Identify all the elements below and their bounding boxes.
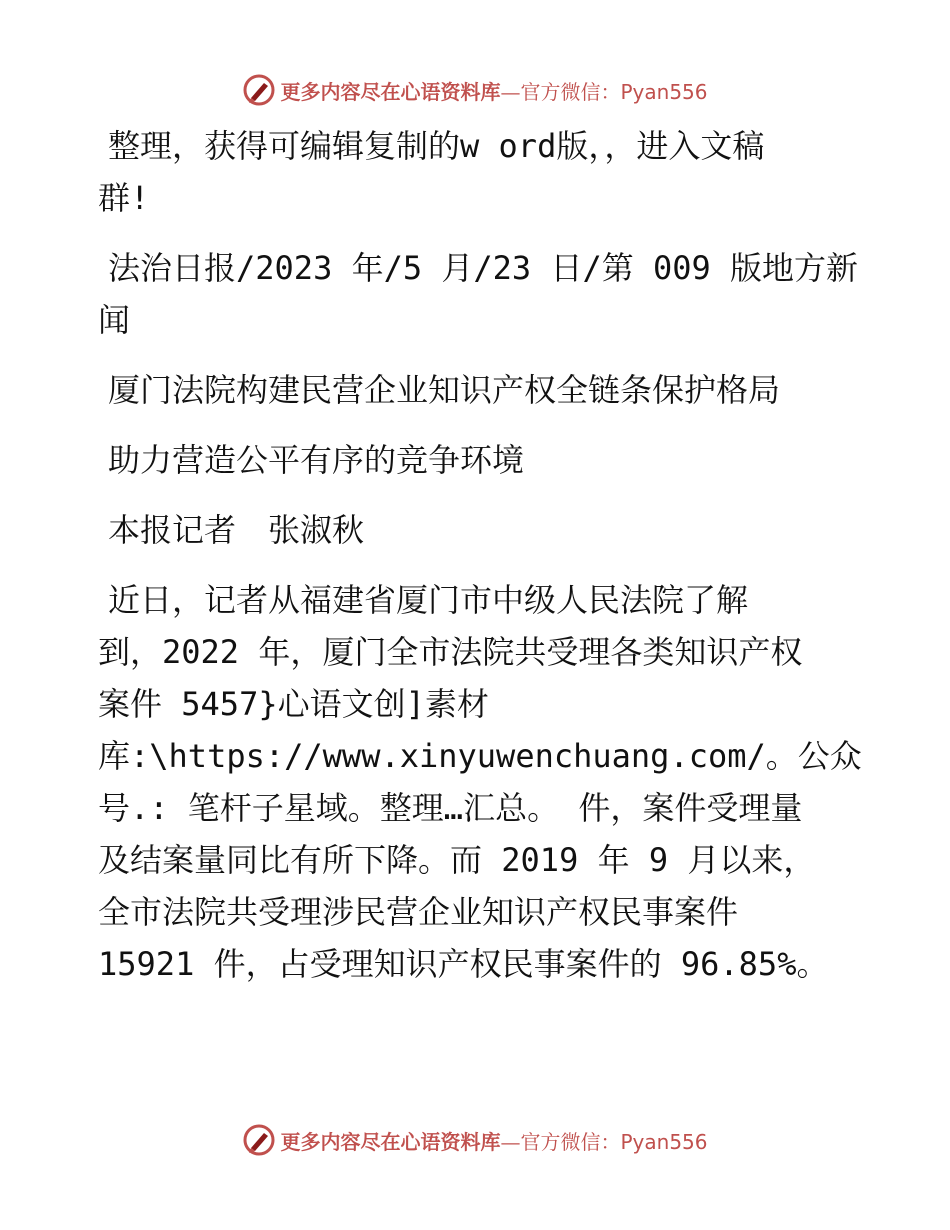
banner-wechat-id: Pyan556 — [620, 1129, 708, 1154]
text-line: 15921 件，占受理知识产权民事案件的 96.85%。 — [98, 945, 829, 983]
document-body — [98, 120, 862, 1008]
banner-wechat-label: 官方微信： — [520, 79, 621, 104]
text-line: 助力营造公平有序的竞争环境 — [108, 441, 525, 479]
paragraph-intro — [98, 120, 858, 224]
text-line: 全市法院共受理涉民营企业知识产权民事案件 — [98, 893, 739, 931]
banner-wechat-label: 官方微信： — [520, 1129, 621, 1154]
text-line: 近日，记者从福建省厦门市中级人民法院了解 — [108, 581, 749, 619]
text-line: 本报记者 张淑秋 — [108, 511, 365, 549]
text-line: 闻 — [98, 301, 131, 339]
text-line: 到，2022 年，厦门全市法院共受理各类知识产权 — [98, 633, 803, 671]
pen-logo-icon — [242, 1123, 276, 1157]
banner-wechat-id: Pyan556 — [620, 79, 708, 104]
banner-slogan: 更多内容尽在心语资料库 — [280, 1129, 501, 1154]
paragraph-body — [98, 574, 862, 990]
text-line: 法治日报/2023 年/5 月/23 日/第 009 版地方新 — [108, 249, 859, 287]
article-subtitle — [98, 434, 858, 486]
footer-watermark-banner — [0, 1120, 950, 1160]
text-line: 号.: 笔杆子星域。整理…汇总。 件，案件受理量 — [98, 789, 803, 827]
text-line: 案件 5457}心语文创]素材 — [98, 685, 489, 723]
header-watermark-banner — [0, 70, 950, 110]
text-line: 整理，获得可编辑复制的w ord版，，进入文稿 — [108, 127, 765, 165]
banner-dash: — — [500, 79, 521, 104]
banner-slogan: 更多内容尽在心语资料库 — [280, 79, 501, 104]
article-byline — [98, 504, 858, 556]
article-title — [98, 364, 858, 416]
text-line: 库:\https://www.xinyuwenchuang.com/。公众 — [98, 737, 862, 775]
pen-logo-icon — [242, 73, 276, 107]
paragraph-source — [98, 242, 858, 346]
text-line: 厦门法院构建民营企业知识产权全链条保护格局 — [108, 371, 781, 409]
banner-text — [280, 76, 707, 105]
banner-dash: — — [500, 1129, 521, 1154]
banner-text — [280, 1126, 707, 1155]
text-line: 及结案量同比有所下降。而 2019 年 9 月以来， — [98, 841, 816, 879]
text-line: 群! — [98, 179, 150, 217]
